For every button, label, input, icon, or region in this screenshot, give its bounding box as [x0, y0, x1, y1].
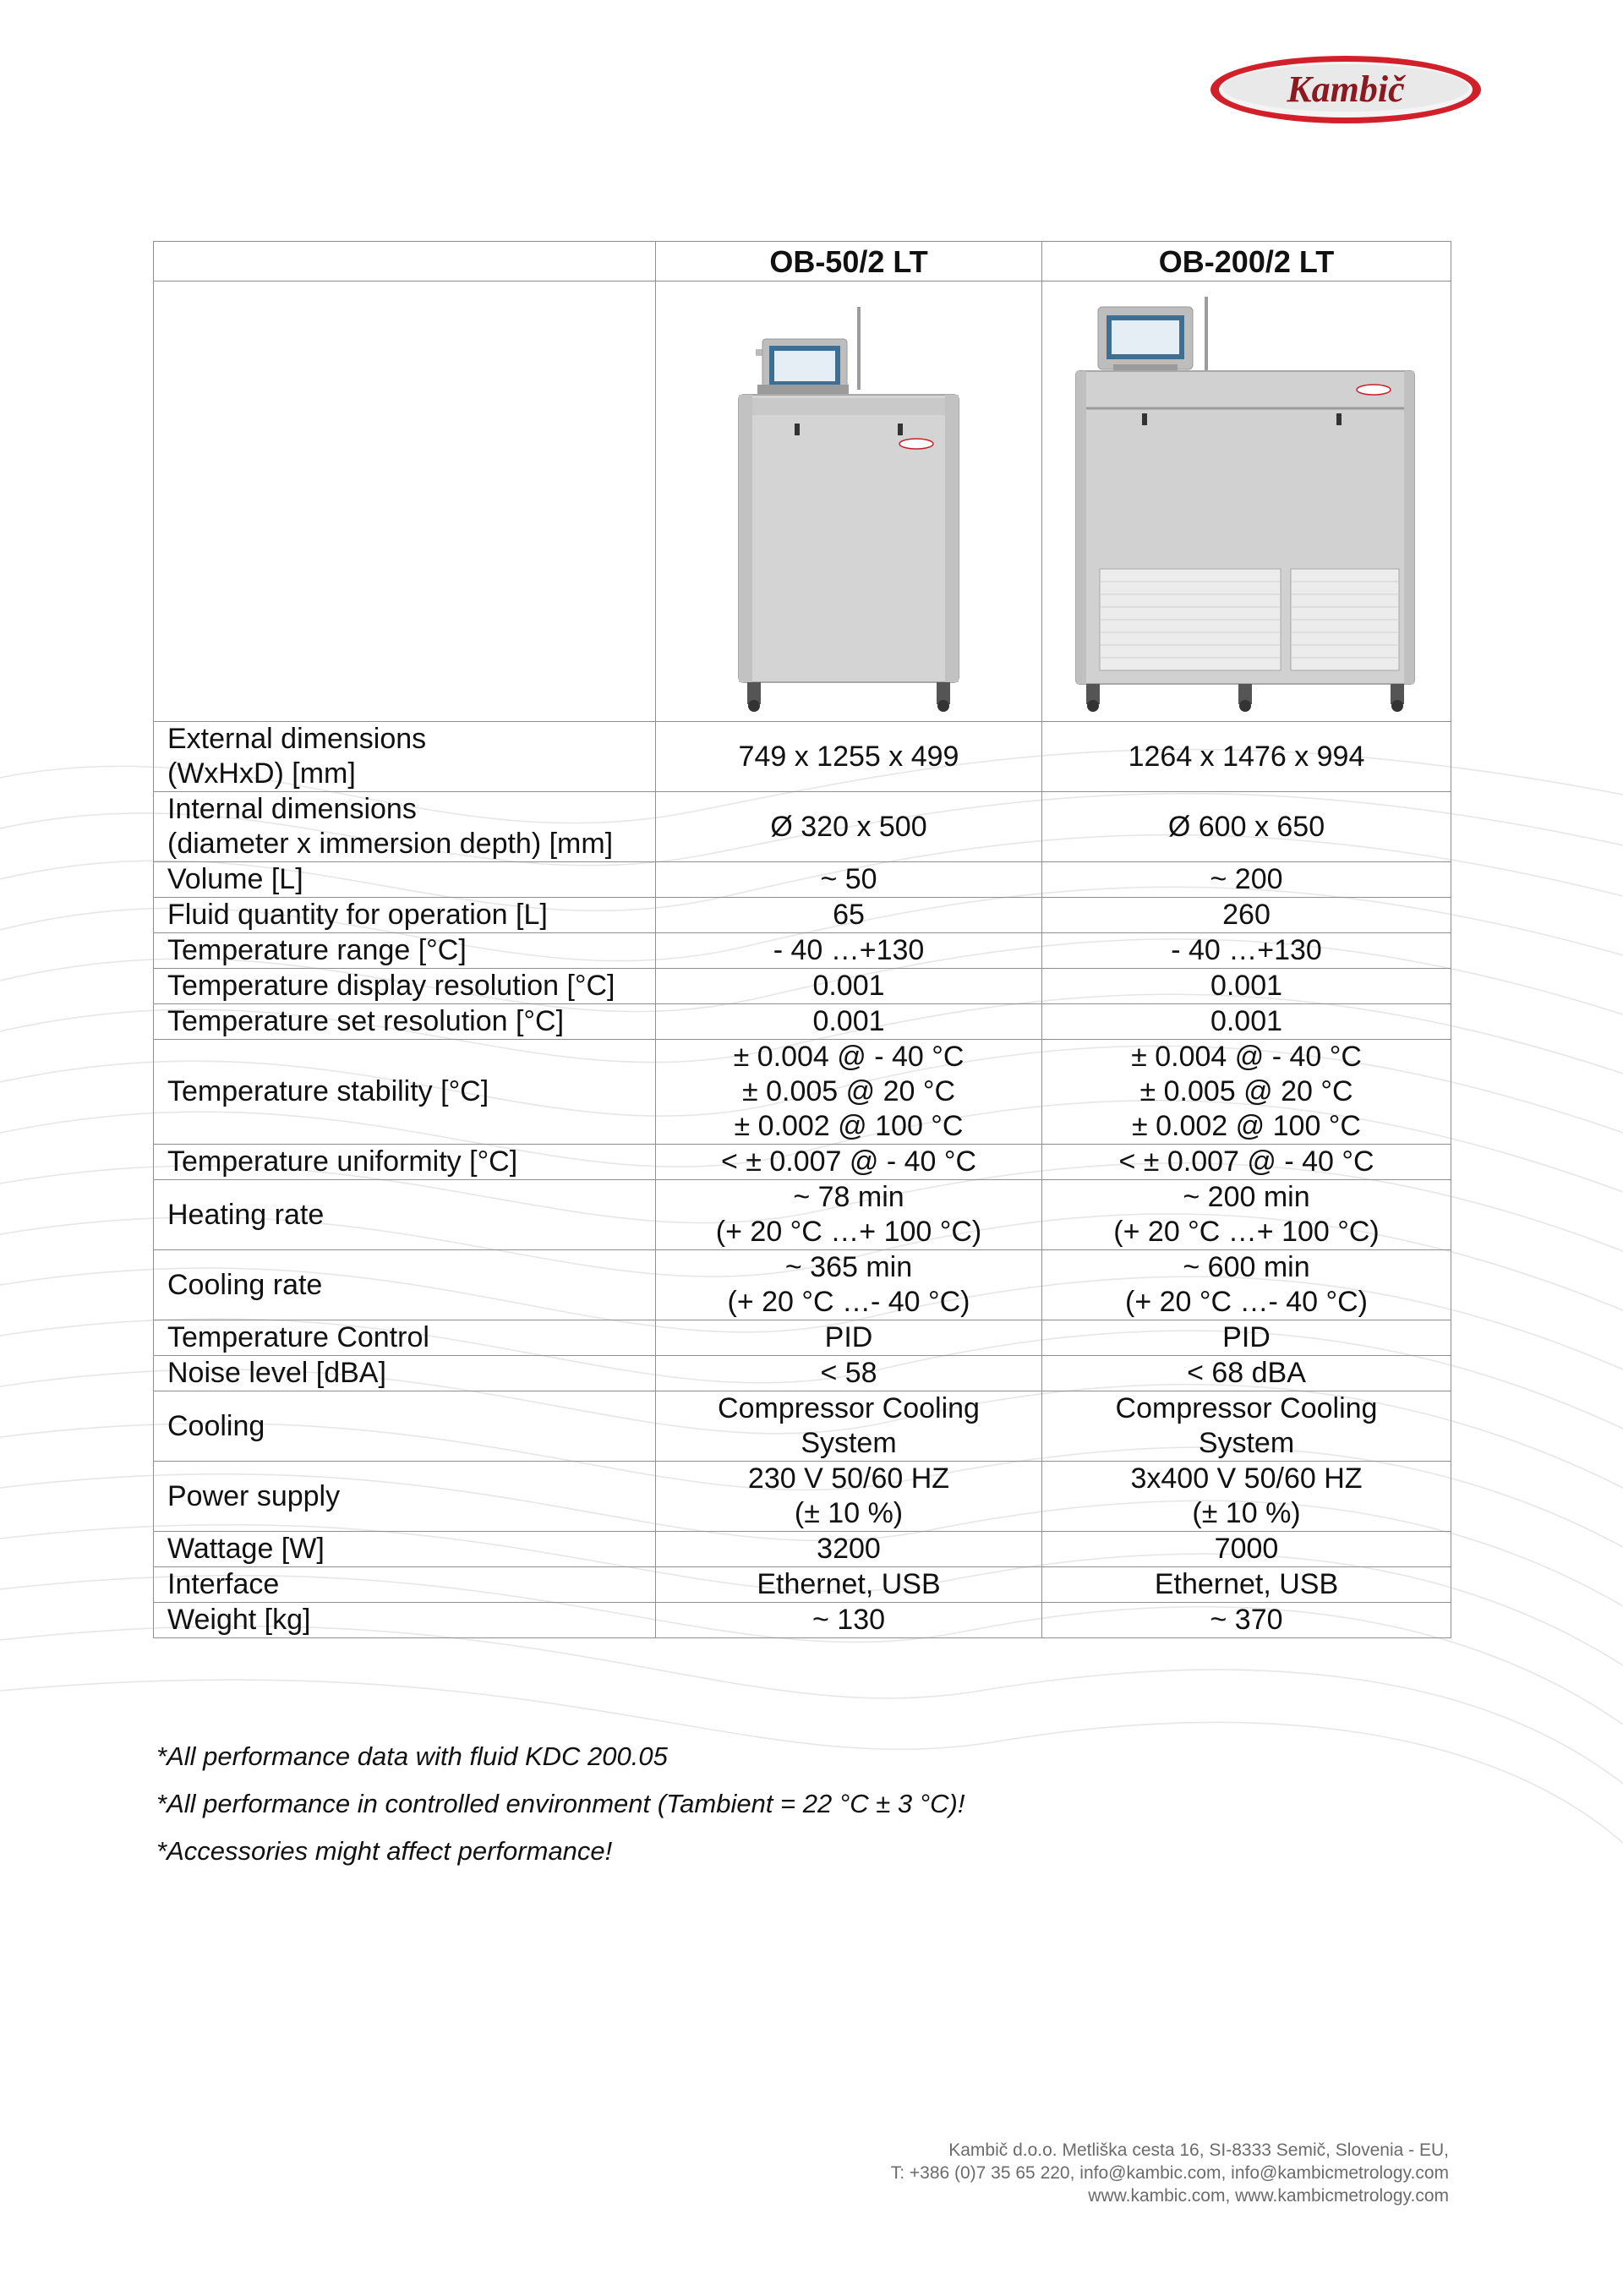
spec-row	[154, 1040, 1451, 1145]
spec-value-product-2	[1042, 862, 1451, 898]
spec-value-product-2	[1042, 1567, 1451, 1603]
spec-value-product-2	[1042, 933, 1451, 969]
note-accessories: *Accessories might affect performance!	[156, 1836, 613, 1866]
spec-value-product-2	[1042, 1145, 1451, 1180]
product-header-row	[154, 242, 1451, 282]
spec-row	[154, 1567, 1451, 1603]
spec-value-product-1-line: ~ 50	[820, 863, 877, 895]
spec-value-product-1	[656, 1567, 1042, 1603]
spec-row	[154, 969, 1451, 1004]
spec-label	[154, 969, 656, 1004]
spec-value-product-1-line: ± 0.002 @ 100 °C	[734, 1110, 964, 1142]
spec-value-product-2	[1042, 1532, 1451, 1567]
header-empty-cell	[154, 242, 656, 282]
spec-label-line: Temperature range [°C]	[167, 934, 467, 966]
spec-value-product-2-line: 1264 x 1476 x 994	[1128, 740, 1365, 773]
spec-value-product-1	[656, 1532, 1042, 1567]
spec-label-line: Noise level [dBA]	[167, 1357, 386, 1389]
spec-value-product-2	[1042, 1004, 1451, 1040]
spec-value-product-1-line: System	[801, 1427, 897, 1459]
spec-value-product-2	[1042, 1320, 1451, 1356]
spec-label-line: Power supply	[167, 1479, 341, 1512]
spec-value-product-1-line: (± 10 %)	[794, 1497, 904, 1529]
spec-value-product-1-line: (+ 20 °C …- 40 °C)	[727, 1286, 970, 1318]
spec-label-line: Cooling	[167, 1409, 265, 1442]
spec-value-product-2-line: (+ 20 °C …- 40 °C)	[1125, 1286, 1368, 1318]
product-image-row	[154, 282, 1451, 722]
spec-value-product-1-line: 0.001	[812, 1005, 885, 1037]
product-image-2	[1042, 282, 1451, 722]
footer-websites: www.kambic.com, www.kambicmetrology.com	[1088, 2186, 1449, 2206]
spec-value-product-1	[656, 1180, 1042, 1250]
spec-value-product-2	[1042, 792, 1451, 862]
spec-label	[154, 1250, 656, 1320]
spec-value-product-2-line: 7000	[1214, 1533, 1279, 1565]
spec-row	[154, 1320, 1451, 1356]
note-fluid: *All performance data with fluid KDC 200.05	[156, 1741, 668, 1771]
spec-value-product-2	[1042, 1603, 1451, 1638]
spec-value-product-1	[656, 1462, 1042, 1532]
spec-value-product-1-line: ± 0.005 @ 20 °C	[741, 1075, 955, 1107]
spec-label-line: Weight [kg]	[167, 1604, 311, 1636]
spec-value-product-1-line: Ethernet, USB	[757, 1568, 941, 1600]
spec-label-line: Temperature Control	[167, 1321, 429, 1353]
logo-text: Kambič	[1287, 68, 1405, 110]
spec-label-line: Internal dimensions	[167, 793, 417, 825]
spec-value-product-2-line: System	[1198, 1427, 1295, 1459]
spec-value-product-2	[1042, 898, 1451, 933]
spec-label	[154, 1356, 656, 1391]
spec-row	[154, 1356, 1451, 1391]
notes	[156, 1733, 965, 1875]
spec-value-product-2-line: ± 0.004 @ - 40 °C	[1131, 1041, 1362, 1073]
spec-value-product-2-line: ~ 200	[1210, 863, 1283, 895]
ob200-bath-image	[1069, 290, 1424, 713]
spec-label-line: Fluid quantity for operation [L]	[167, 899, 548, 931]
spec-label	[154, 933, 656, 969]
spec-value-product-1-line: Ø 320 x 500	[770, 810, 927, 843]
spec-label-line: External dimensions	[167, 723, 427, 755]
spec-value-product-2-line: ~ 600 min	[1183, 1251, 1310, 1283]
spec-value-product-2-line: PID	[1222, 1321, 1271, 1353]
spec-value-product-1	[656, 1391, 1042, 1462]
spec-row	[154, 1180, 1451, 1250]
spec-value-product-2	[1042, 722, 1451, 792]
spec-label	[154, 722, 656, 792]
spec-label-line: Wattage [W]	[167, 1533, 325, 1565]
spec-value-product-1-line: ± 0.004 @ - 40 °C	[733, 1041, 965, 1073]
spec-row	[154, 792, 1451, 862]
spec-value-product-1	[656, 1356, 1042, 1391]
spec-value-product-2-line: 3x400 V 50/60 HZ	[1130, 1462, 1363, 1495]
spec-value-product-1-line: PID	[824, 1321, 873, 1353]
kambic-logo	[1207, 51, 1484, 128]
spec-label	[154, 1603, 656, 1638]
spec-row	[154, 1391, 1451, 1462]
ob50-bath-image	[722, 290, 975, 713]
spec-value-product-1	[656, 1040, 1042, 1145]
spec-label-line: Interface	[167, 1568, 280, 1600]
spec-value-product-1	[656, 862, 1042, 898]
spec-value-product-2-line: 0.001	[1210, 1005, 1283, 1037]
spec-value-product-1-line: - 40 …+130	[773, 934, 925, 966]
spec-label-line: Temperature stability [°C]	[167, 1075, 489, 1107]
spec-value-product-1	[656, 1004, 1042, 1040]
spec-value-product-2	[1042, 1180, 1451, 1250]
spec-label-line: Volume [L]	[167, 863, 303, 895]
spec-label	[154, 1391, 656, 1462]
footer-address: Kambič d.o.o. Metliška cesta 16, SI-8333 Semič, Slovenia - EU,	[948, 2140, 1449, 2160]
product-name-2: OB-200/2 LT	[1042, 242, 1451, 282]
spec-value-product-2	[1042, 1250, 1451, 1320]
spec-value-product-1	[656, 1145, 1042, 1180]
spec-label	[154, 792, 656, 862]
spec-label	[154, 1532, 656, 1567]
spec-value-product-1-line: < 58	[820, 1357, 877, 1389]
spec-value-product-1	[656, 898, 1042, 933]
spec-value-product-1	[656, 722, 1042, 792]
spec-label-line: (diameter x immersion depth) [mm]	[167, 828, 614, 860]
spec-value-product-2-line: 0.001	[1210, 970, 1283, 1002]
spec-label	[154, 1145, 656, 1180]
spec-row	[154, 722, 1451, 792]
spec-value-product-1-line: (+ 20 °C …+ 100 °C)	[715, 1216, 982, 1248]
spec-row	[154, 1462, 1451, 1532]
spec-value-product-1	[656, 792, 1042, 862]
spec-value-product-1	[656, 933, 1042, 969]
spec-value-product-1-line: < ± 0.007 @ - 40 °C	[720, 1145, 977, 1178]
spec-value-product-1	[656, 1603, 1042, 1638]
spec-label-line: Cooling rate	[167, 1268, 323, 1301]
spec-row	[154, 1004, 1451, 1040]
spec-row	[154, 898, 1451, 933]
spec-row	[154, 1250, 1451, 1320]
product-name-1: OB-50/2 LT	[656, 242, 1042, 282]
spec-label	[154, 1462, 656, 1532]
spec-label-line: Temperature set resolution [°C]	[167, 1005, 565, 1037]
spec-value-product-2	[1042, 1391, 1451, 1462]
spec-row	[154, 933, 1451, 969]
spec-value-product-2-line: ± 0.002 @ 100 °C	[1132, 1110, 1361, 1142]
spec-value-product-2-line: < 68 dBA	[1187, 1357, 1306, 1389]
spec-row	[154, 1603, 1451, 1638]
spec-label-line: Temperature uniformity [°C]	[167, 1145, 518, 1178]
spec-value-product-1-line: ~ 130	[812, 1604, 886, 1636]
spec-value-product-1-line: ~ 365 min	[784, 1251, 913, 1283]
product-image-1	[656, 282, 1042, 722]
spec-value-product-2-line: Compressor Cooling	[1115, 1392, 1378, 1424]
spec-value-product-2-line: Ethernet, USB	[1154, 1568, 1339, 1600]
spec-label	[154, 1180, 656, 1250]
spec-value-product-1-line: Compressor Cooling	[718, 1392, 980, 1424]
spec-label	[154, 1004, 656, 1040]
spec-value-product-2-line: (± 10 %)	[1192, 1497, 1301, 1529]
spec-value-product-1-line: 0.001	[812, 970, 885, 1002]
spec-value-product-2-line: < ± 0.007 @ - 40 °C	[1118, 1145, 1374, 1178]
spec-value-product-1	[656, 1320, 1042, 1356]
spec-row	[154, 862, 1451, 898]
spec-value-product-2-line: - 40 …+130	[1171, 934, 1322, 966]
note-environment: *All performance in controlled environment (Tambient = 22 °C ± 3 °C)!	[156, 1789, 965, 1818]
spec-label	[154, 1320, 656, 1356]
spec-value-product-2-line: ~ 200 min	[1183, 1181, 1310, 1213]
spec-label	[154, 1567, 656, 1603]
spec-value-product-2	[1042, 1356, 1451, 1391]
spec-value-product-2	[1042, 1462, 1451, 1532]
spec-label	[154, 1040, 656, 1145]
spec-row	[154, 1532, 1451, 1567]
spec-label	[154, 898, 656, 933]
spec-value-product-1-line: 230 V 50/60 HZ	[747, 1462, 950, 1495]
spec-value-product-2-line: (+ 20 °C …+ 100 °C)	[1113, 1216, 1380, 1248]
spec-value-product-1-line: 749 x 1255 x 499	[738, 740, 959, 773]
spec-table	[153, 241, 1451, 1638]
spec-label-line: Temperature display resolution [°C]	[167, 970, 615, 1002]
spec-value-product-2-line: ± 0.005 @ 20 °C	[1139, 1075, 1353, 1107]
spec-value-product-2	[1042, 969, 1451, 1004]
spec-value-product-2-line: Ø 600 x 650	[1167, 810, 1325, 843]
spec-label-line: (WxHxD) [mm]	[167, 757, 356, 790]
spec-label-line: Heating rate	[167, 1198, 325, 1231]
spec-value-product-2-line: ~ 370	[1210, 1604, 1283, 1636]
spec-value-product-2-line: 260	[1222, 899, 1271, 931]
spec-value-product-1-line: 65	[833, 899, 865, 931]
spec-label	[154, 862, 656, 898]
image-empty-cell	[154, 282, 656, 722]
footer-contact: T: +386 (0)7 35 65 220, info@kambic.com, info@kambicmetrology.com	[890, 2163, 1449, 2183]
spec-value-product-1-line: 3200	[817, 1533, 881, 1565]
spec-value-product-1-line: ~ 78 min	[793, 1181, 904, 1213]
spec-value-product-2	[1042, 1040, 1451, 1145]
footer	[688, 2139, 1449, 2207]
spec-value-product-1	[656, 969, 1042, 1004]
spec-value-product-1	[656, 1250, 1042, 1320]
spec-row	[154, 1145, 1451, 1180]
